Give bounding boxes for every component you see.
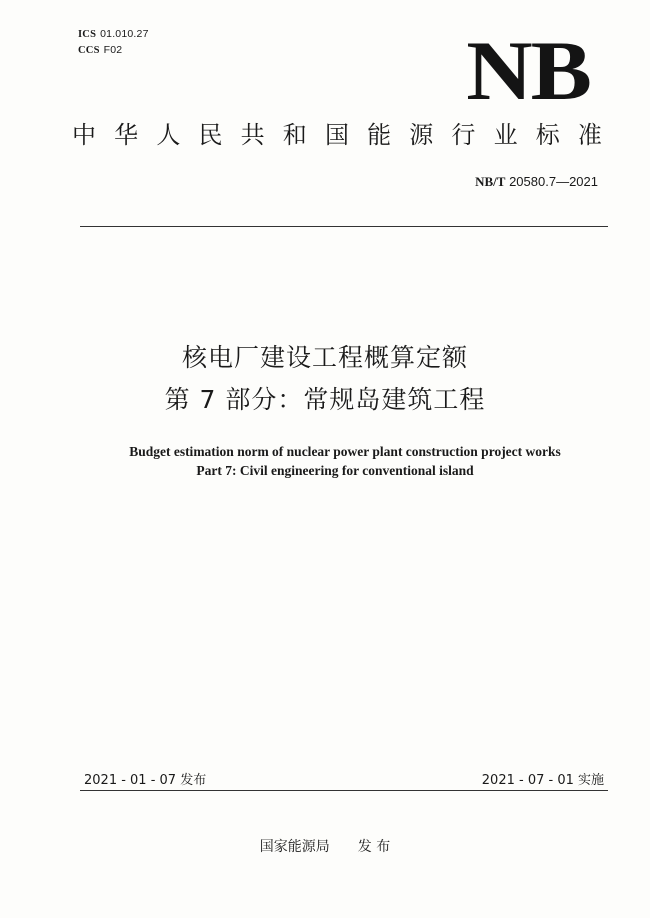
standard-type-char: 民 <box>198 121 223 149</box>
title-en-line1: Budget estimation norm of nuclear power plant construction project works <box>129 444 561 459</box>
title-cn-line1: 核电厂建设工程概算定额 <box>181 343 468 372</box>
standard-type-char: 能 <box>367 121 392 149</box>
title-en-line2: Part 7: Civil engineering for conventional island <box>196 463 474 478</box>
standard-type-char: 和 <box>282 121 307 149</box>
standard-type-char: 华 <box>114 121 139 149</box>
publisher-action: 发 布 <box>357 839 391 855</box>
standard-type-heading <box>72 120 602 150</box>
standard-type-char: 国 <box>324 121 349 149</box>
ccs-code <box>78 44 122 56</box>
standard-type-char: 业 <box>493 121 518 149</box>
standard-type-char: 准 <box>577 121 602 149</box>
ccs-value: F02 <box>103 44 123 56</box>
standard-number <box>475 174 598 190</box>
bottom-divider <box>80 790 608 791</box>
top-divider <box>80 226 608 227</box>
standard-number-value: 20580.7—2021 <box>509 174 598 189</box>
ics-label: ICS <box>78 29 97 40</box>
standard-type-char: 中 <box>72 121 96 149</box>
implementation-date: 2021 - 07 - 01 实施 <box>481 773 604 788</box>
standard-type-char: 源 <box>409 121 434 149</box>
ics-code <box>78 28 149 40</box>
ccs-label: CCS <box>78 45 100 56</box>
standard-number-prefix: NB/T <box>475 174 506 189</box>
ics-value: 01.010.27 <box>100 28 149 40</box>
publisher-name: 国家能源局 <box>259 839 330 855</box>
title-cn-line2: 第 7 部分：常规岛建筑工程 <box>164 385 486 414</box>
nb-logo: NB <box>466 23 590 118</box>
issue-date: 2021 - 01 - 07 发布 <box>84 773 207 788</box>
standard-type-char: 行 <box>451 121 476 149</box>
standard-type-char: 共 <box>240 121 265 149</box>
standard-type-char: 人 <box>156 121 181 149</box>
standard-type-char: 标 <box>535 121 560 149</box>
publisher <box>0 836 650 856</box>
